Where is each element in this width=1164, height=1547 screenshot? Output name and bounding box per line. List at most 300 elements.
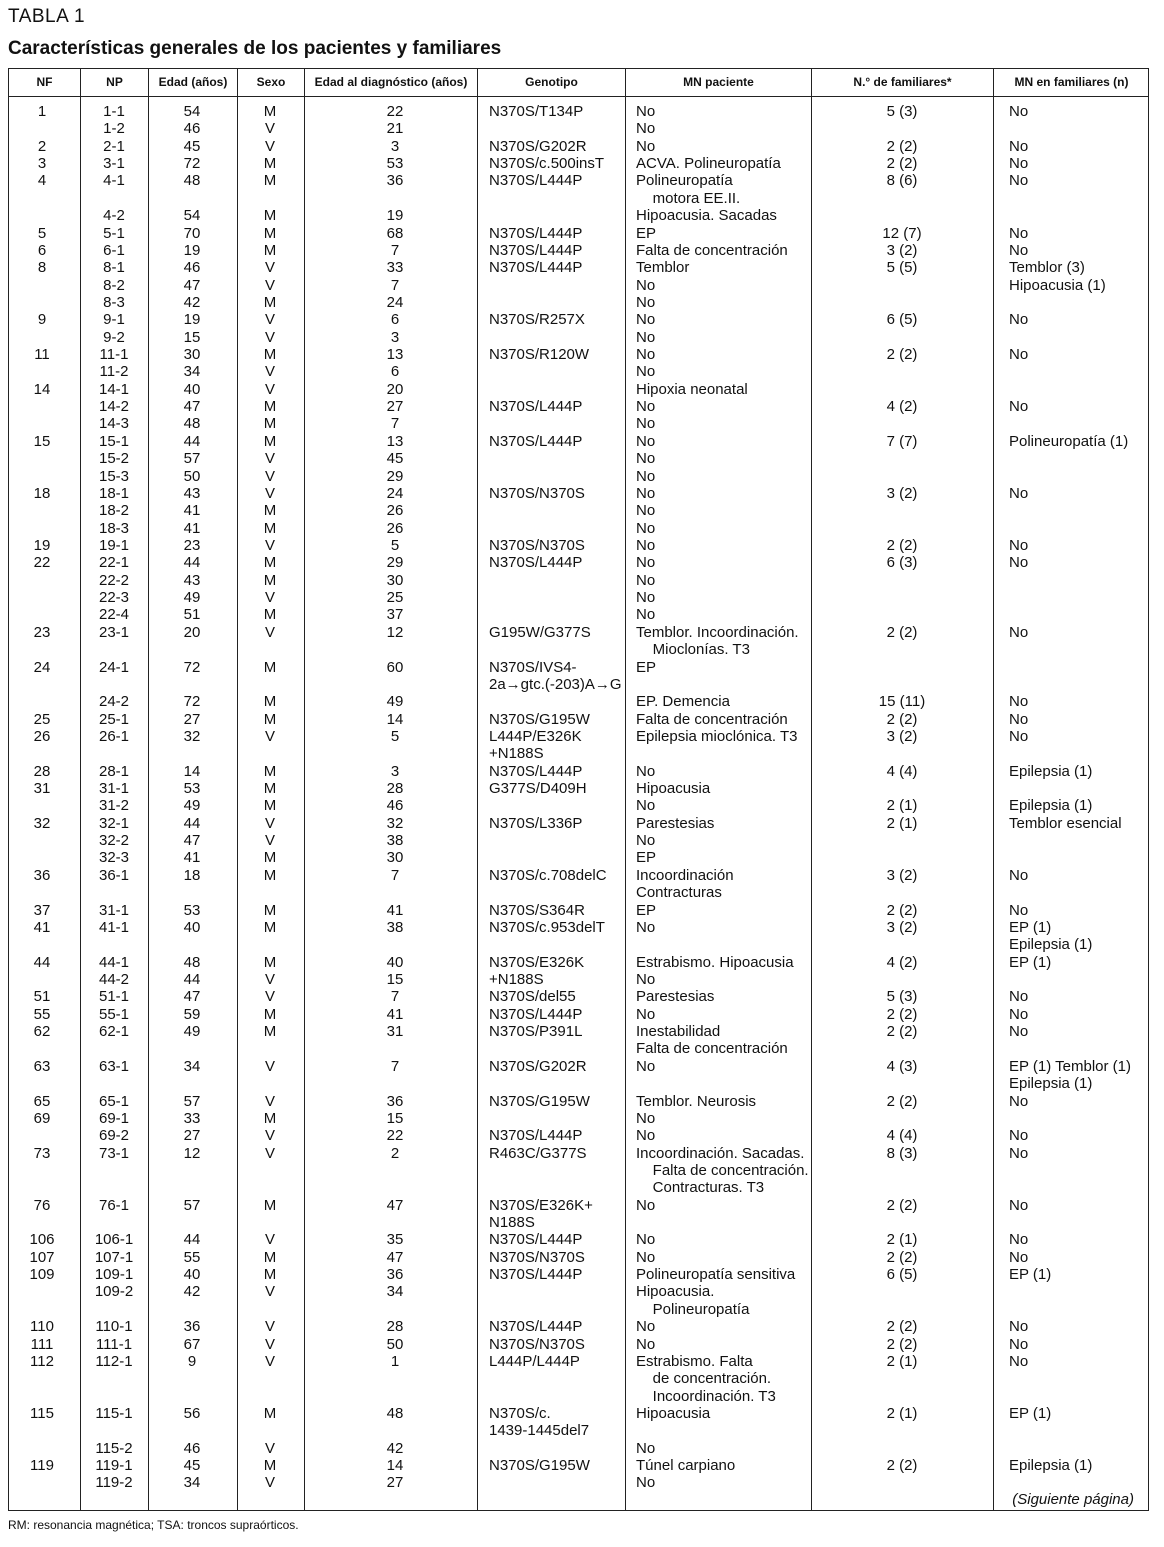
cell-edad: 46 [183,1439,201,1457]
table-row [9,433,1148,450]
cell-np: 6-1 [103,241,125,259]
cell-nf: 18 [33,484,51,502]
table-row [9,242,1148,259]
cell-np: 1-2 [103,120,125,138]
cell-genotipo: N370S/G195W [489,1457,590,1475]
cell-np: 8-3 [103,293,125,311]
cell-sexo: V [264,259,275,277]
table-row [9,659,1148,694]
table-row [9,277,1148,294]
cell-mn-familiares: No [1009,866,1029,884]
cell-genotipo: N370S/L444P [489,432,583,450]
cell-edad-diagnostico: 32 [386,814,404,832]
cell-mn-paciente: No [636,1439,656,1457]
cell-mn-familiares: EP (1) [1009,953,1052,971]
table-row [9,954,1148,971]
table-row [9,294,1148,311]
cell-edad-diagnostico: 7 [390,866,400,884]
cell-mn-familiares: No [1009,137,1029,155]
cell-mn-paciente: No [636,537,656,554]
cell-n-familiares: 15 (11) [878,693,926,711]
cell-mn-paciente: No [636,415,656,433]
cell-n-familiares: 12 (7) [882,224,922,242]
cell-sexo: V [264,537,275,554]
cell-edad-diagnostico: 6 [390,311,400,329]
cell-n-familiares: 2 (1) [886,1405,918,1422]
cell-mn-familiares: No [1009,103,1029,120]
cell-edad: 36 [183,1318,201,1336]
cell-mn-familiares: No [1009,346,1029,364]
cell-edad: 23 [183,537,201,554]
cell-edad-diagnostico: 36 [386,1092,404,1110]
cell-edad: 44 [183,814,201,832]
patients-table [8,68,1149,1511]
cell-np: 4-2 [103,207,125,225]
cell-n-familiares: 3 (2) [886,866,918,884]
cell-mn-paciente: No [636,137,656,155]
cell-edad: 14 [183,762,201,780]
cell-nf: 31 [33,780,51,798]
table-row [9,902,1148,919]
cell-edad: 34 [183,363,201,381]
cell-edad-diagnostico: 41 [386,1005,404,1023]
cell-np: 119-1 [95,1457,133,1475]
cell-sexo: V [264,1474,275,1492]
cell-sexo: M [263,797,277,815]
cell-np: 44-2 [98,971,130,988]
cell-edad-diagnostico: 12 [386,623,404,641]
table-row [9,1318,1148,1335]
cell-np: 31-1 [98,780,130,798]
cell-edad-diagnostico: 20 [386,380,404,398]
cell-np: 26-1 [98,727,130,745]
table-row [9,398,1148,415]
cell-n-familiares: 6 (3) [886,554,918,572]
cell-sexo: M [263,103,277,120]
cell-n-familiares: 3 (2) [886,241,918,259]
header-sexo: Sexo [256,75,286,89]
cell-mn-familiares: No [1009,1144,1029,1162]
cell-np: 14-2 [98,398,130,416]
cell-nf: 22 [33,554,51,572]
cell-edad-diagnostico: 29 [386,467,404,485]
cell-genotipo: N370S/c.708delC [489,866,607,884]
table-row [9,207,1148,224]
cell-nf: 63 [33,1057,51,1075]
cell-genotipo: G195W/G377S [489,623,591,641]
cell-genotipo: N370S/N370S [489,1335,585,1353]
table-row [9,1058,1148,1093]
cell-genotipo: N370S/L444P [489,224,583,242]
cell-sexo: V [264,988,275,1006]
table-row [9,520,1148,537]
cell-np: 76-1 [98,1196,130,1214]
cell-genotipo: L444P/L444P [489,1352,580,1370]
cell-mn-paciente: Parestesias [636,988,715,1006]
cell-sexo: M [263,293,277,311]
table-row [9,1283,1148,1318]
cell-nf: 5 [37,224,47,242]
cell-mn-paciente: No [636,589,656,607]
cell-edad-diagnostico: 25 [386,589,404,607]
cell-sexo: M [263,918,277,936]
cell-n-familiares: 2 (2) [886,1196,918,1214]
cell-edad: 44 [183,554,201,572]
table-row [9,763,1148,780]
cell-n-familiares: 6 (5) [886,1266,918,1284]
cell-n-familiares: 2 (1) [886,1352,918,1370]
cell-edad: 54 [183,207,201,225]
cell-sexo: V [264,120,275,138]
cell-genotipo: N370S/L444P [489,1318,583,1336]
cell-np: 11-2 [99,363,129,381]
cell-edad-diagnostico: 50 [386,1335,404,1353]
cell-edad-diagnostico: 53 [386,155,404,173]
cell-np: 51-1 [98,988,130,1006]
cell-sexo: M [263,1266,277,1284]
table-row [9,1231,1148,1248]
cell-mn-paciente: No [636,1127,656,1145]
table-row [9,1353,1148,1405]
cell-mn-paciente: No [636,971,656,988]
cell-edad-diagnostico: 28 [386,1318,404,1336]
cell-nf: 36 [33,866,51,884]
cell-sexo: V [264,1231,275,1249]
cell-edad: 19 [183,311,201,329]
table-row [9,363,1148,380]
cell-edad-diagnostico: 19 [386,207,404,225]
cell-n-familiares: 2 (2) [886,1005,918,1023]
cell-sexo: V [264,1144,275,1162]
cell-mn-paciente: No [636,1248,656,1266]
cell-mn-paciente: Incoordinación. Sacadas. Falta de concentración. Contracturas. T3 [636,1144,809,1197]
cell-mn-familiares: No [1009,1092,1029,1110]
table-row [9,554,1148,571]
table-row [9,728,1148,763]
cell-nf: 65 [33,1092,51,1110]
cell-np: 32-1 [98,814,130,832]
cell-edad: 48 [183,953,201,971]
cell-np: 107-1 [94,1248,134,1266]
cell-mn-paciente: No [636,450,656,468]
cell-edad: 56 [183,1405,201,1422]
cell-mn-familiares: No [1009,537,1029,554]
cell-sexo: V [264,363,275,381]
cell-mn-paciente: EP. Demencia [636,693,730,711]
cell-edad: 44 [183,971,201,988]
cell-mn-paciente: No [636,554,656,572]
cell-nf: 4 [37,172,47,190]
table-row [9,1145,1148,1197]
cell-n-familiares: 2 (2) [886,1457,918,1475]
cell-edad: 49 [183,589,201,607]
cell-mn-familiares: EP (1) Temblor (1) Epilepsia (1) [1009,1057,1131,1093]
cell-edad-diagnostico: 5 [390,727,400,745]
cell-mn-paciente: EP [636,849,657,867]
table-row [9,572,1148,589]
cell-edad-diagnostico: 6 [390,363,400,381]
table-row [9,1127,1148,1144]
cell-edad: 45 [183,1457,201,1475]
header-nf: NF [36,75,53,89]
cell-sexo: M [263,762,277,780]
cell-mn-paciente: No [636,103,656,120]
cell-mn-paciente: No [636,276,656,294]
cell-edad-diagnostico: 5 [390,537,400,554]
cell-sexo: M [263,780,277,798]
table-header [9,69,1148,97]
cell-edad-diagnostico: 13 [386,432,404,450]
cell-n-familiares: 2 (2) [886,1335,918,1353]
cell-genotipo: N370S/L444P [489,762,583,780]
cell-np: 3-1 [103,155,125,173]
cell-n-familiares: 2 (2) [886,1248,918,1266]
cell-sexo: M [263,346,277,364]
table-row [9,589,1148,606]
header-mn-familiares: MN en familiares (n) [1014,75,1129,89]
cell-n-familiares: 8 (3) [886,1144,918,1162]
cell-edad-diagnostico: 38 [386,918,404,936]
cell-edad-diagnostico: 15 [386,1109,404,1127]
cell-n-familiares: 2 (2) [886,1318,918,1336]
cell-np: 69-1 [98,1109,130,1127]
cell-edad-diagnostico: 42 [386,1439,404,1457]
cell-mn-familiares: Epilepsia (1) [1009,762,1093,780]
cell-nf: 41 [33,918,51,936]
cell-nf: 51 [33,988,51,1006]
cell-nf: 6 [37,241,47,259]
cell-n-familiares: 2 (2) [886,155,918,173]
cell-edad: 53 [183,780,201,798]
cell-n-familiares: 4 (2) [886,953,918,971]
cell-edad-diagnostico: 7 [390,276,400,294]
cell-n-familiares: 3 (2) [886,484,918,502]
cell-np: 110-1 [95,1318,133,1336]
table-row [9,468,1148,485]
cell-mn-familiares: No [1009,311,1029,329]
cell-edad: 49 [183,797,201,815]
cell-mn-familiares: EP (1) Epilepsia (1) [1009,918,1093,954]
cell-genotipo: N370S/S364R [489,901,585,919]
cell-nf: 1 [37,103,47,120]
cell-edad: 18 [183,866,201,884]
cell-np: 19-1 [98,537,130,554]
cell-sexo: M [263,172,277,190]
cell-genotipo: N370S/L336P [489,814,583,832]
cell-nf: 11 [34,346,50,364]
cell-edad-diagnostico: 13 [386,346,404,364]
cell-edad: 57 [183,1196,201,1214]
cell-mn-familiares: No [1009,1352,1029,1370]
cell-nf: 9 [37,311,47,329]
cell-n-familiares: 2 (2) [886,901,918,919]
cell-np: 14-1 [98,380,130,398]
cell-nf: 37 [33,901,51,919]
cell-mn-familiares: No [1009,1318,1029,1336]
cell-mn-paciente: Hipoacusia [636,780,711,798]
cell-edad: 48 [183,415,201,433]
cell-mn-paciente: No [636,311,656,329]
cell-nf: 3 [37,155,47,173]
cell-n-familiares: 5 (5) [886,259,918,277]
cell-genotipo: N370S/c.500insT [489,155,605,173]
cell-n-familiares: 2 (2) [886,137,918,155]
cell-edad-diagnostico: 45 [386,450,404,468]
cell-sexo: M [263,1457,277,1475]
cell-sexo: M [263,901,277,919]
cell-edad: 47 [183,988,201,1006]
cell-edad-diagnostico: 7 [390,988,400,1006]
cell-np: 9-1 [103,311,125,329]
cell-mn-paciente: No [636,762,656,780]
cell-genotipo: N370S/L444P [489,1266,583,1284]
cell-edad-diagnostico: 14 [386,1457,404,1475]
cell-genotipo: N370S/L444P [489,398,583,416]
cell-sexo: V [264,589,275,607]
cell-nf: 28 [33,762,51,780]
cell-n-familiares: 2 (2) [886,710,918,728]
cell-sexo: M [263,658,277,676]
cell-mn-paciente: No [636,571,656,589]
cell-np: 65-1 [98,1092,130,1110]
cell-mn-familiares: No [1009,155,1029,173]
cell-edad: 50 [183,467,201,485]
cell-mn-paciente: Túnel carpiano [636,1457,736,1475]
cell-n-familiares: 4 (4) [886,1127,918,1145]
cell-edad-diagnostico: 36 [386,1266,404,1284]
cell-genotipo: L444P/E326K +N188S [489,727,582,763]
cell-np: 69-2 [98,1127,130,1145]
cell-nf: 112 [30,1352,54,1370]
cell-genotipo: R463C/G377S [489,1144,587,1162]
cell-edad: 41 [183,849,201,867]
cell-edad: 40 [183,1266,201,1284]
cell-np: 44-1 [98,953,130,971]
cell-nf: 110 [30,1318,54,1336]
cell-mn-familiares: No [1009,1196,1029,1214]
cell-np: 22-2 [98,571,130,589]
cell-mn-paciente: Inestabilidad Falta de concentración [636,1023,788,1058]
cell-sexo: M [263,849,277,867]
cell-sexo: M [263,606,277,624]
cell-mn-paciente: No [636,1005,656,1023]
cell-mn-familiares: No [1009,623,1029,641]
cell-n-familiares: 4 (2) [886,398,918,416]
table-row [9,1249,1148,1266]
cell-sexo: M [263,1405,277,1422]
cell-edad: 43 [183,484,201,502]
cell-mn-familiares: Temblor (3) [1009,259,1085,277]
cell-genotipo: N370S/N370S [489,484,585,502]
cell-sexo: V [264,276,275,294]
cell-mn-paciente: No [636,398,656,416]
cell-mn-familiares: Epilepsia (1) [1009,797,1093,815]
cell-edad-diagnostico: 30 [386,571,404,589]
cell-mn-familiares: No [1009,172,1029,190]
cell-mn-paciente: No [636,1196,656,1214]
cell-edad-diagnostico: 2 [390,1144,400,1162]
cell-genotipo: N370S/L444P [489,241,583,259]
cell-edad: 43 [183,571,201,589]
cell-genotipo: N370S/L444P [489,1005,583,1023]
cell-sexo: V [264,1057,275,1075]
cell-edad-diagnostico: 22 [386,103,404,120]
cell-edad: 19 [183,241,201,259]
cell-genotipo: N370S/L444P [489,1231,583,1249]
cell-edad: 59 [183,1005,201,1023]
cell-mn-paciente: No [636,120,656,138]
header-mn-paciente: MN paciente [683,75,754,89]
cell-edad-diagnostico: 7 [390,415,400,433]
cell-n-familiares: 2 (2) [886,1092,918,1110]
cell-genotipo: N370S/L444P [489,1127,583,1145]
cell-edad: 15 [183,328,201,346]
table-row [9,988,1148,1005]
cell-n-familiares: 2 (2) [886,1023,918,1041]
cell-edad: 49 [183,1023,201,1041]
cell-np: 8-2 [103,276,125,294]
cell-nf: 115 [30,1405,54,1422]
cell-sexo: M [263,1196,277,1214]
cell-edad: 51 [183,606,201,624]
cell-mn-paciente: No [636,1231,656,1249]
cell-mn-paciente: No [636,1318,656,1336]
cell-n-familiares: 5 (3) [886,103,918,120]
table-row [9,1440,1148,1457]
cell-np: 18-2 [98,502,130,520]
cell-genotipo: N370S/P391L [489,1023,583,1041]
cell-genotipo: N370S/N370S [489,537,585,554]
cell-edad-diagnostico: 7 [390,241,400,259]
cell-edad-diagnostico: 28 [386,780,404,798]
cell-mn-paciente: EP [636,901,657,919]
cell-edad: 34 [183,1474,201,1492]
cell-np: 22-1 [98,554,130,572]
cell-edad-diagnostico: 26 [386,519,404,537]
table-row [9,1110,1148,1127]
table-row [9,919,1148,954]
cell-edad: 53 [183,901,201,919]
cell-sexo: V [264,1352,275,1370]
cell-edad: 40 [183,380,201,398]
cell-edad-diagnostico: 49 [386,693,404,711]
cell-sexo: V [264,1283,275,1301]
cell-genotipo: N370S/del55 [489,988,576,1006]
cell-genotipo: N370S/G195W [489,1092,590,1110]
cell-sexo: M [263,953,277,971]
cell-nf: 25 [33,710,51,728]
table-row [9,311,1148,328]
cell-n-familiares: 2 (2) [886,346,918,364]
cell-mn-paciente: No [636,432,656,450]
cell-edad-diagnostico: 27 [386,1474,404,1492]
cell-n-familiares: 4 (4) [886,762,918,780]
cell-edad-diagnostico: 3 [390,137,400,155]
header-np: NP [106,75,123,89]
cell-edad: 20 [183,623,201,641]
cell-n-familiares: 2 (2) [886,623,918,641]
cell-nf: 106 [29,1231,55,1249]
cell-mn-familiares: Polineuropatía (1) [1009,432,1129,450]
cell-mn-paciente: No [636,606,656,624]
cell-nf: 55 [33,1005,51,1023]
cell-genotipo: N370S/R120W [489,346,590,364]
cell-mn-familiares: No [1009,693,1029,711]
cell-nf: 24 [33,658,51,676]
cell-edad-diagnostico: 1 [390,1352,400,1370]
cell-edad: 48 [183,172,201,190]
cell-n-familiares: 3 (2) [886,918,918,936]
